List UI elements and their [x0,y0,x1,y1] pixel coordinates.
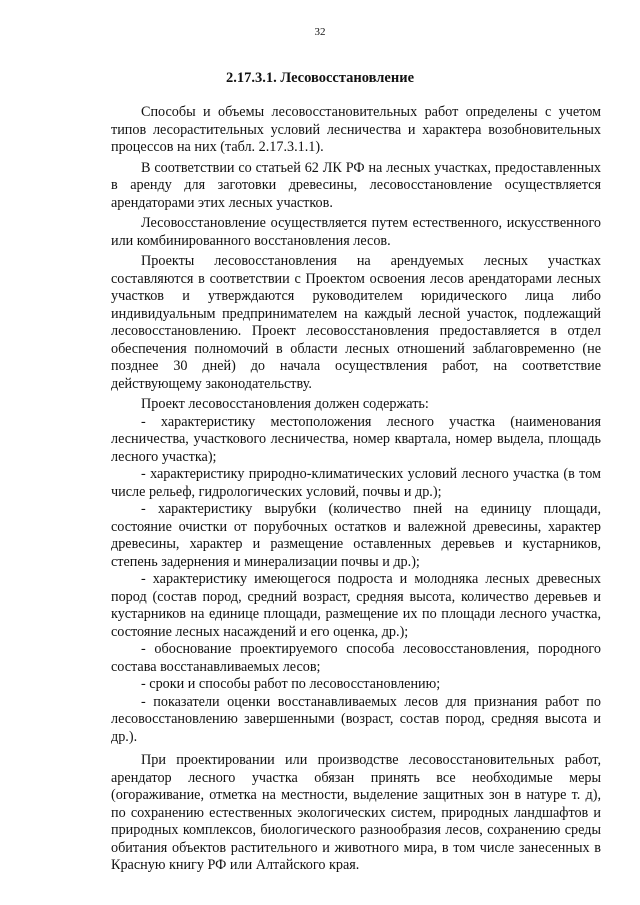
list-item-location: - характеристику местоположения лесного участка (наименования лесничества, участкового лесничества, номер квартала, номер выдела, площадь лесного участка); [111,413,601,465]
list-item-timing: - сроки и способы работ по лесовосстановлению; [141,676,441,692]
paragraph-lease-article-62: В соответствии со статьей 62 ЛК РФ на лесных участках, предоставленных в аренду для заготовки древесины, лесовосстановление осуществляется арендаторами этих лесных участков. [111,159,601,211]
list-item-method-justification: - обоснование проектируемого способа лесовосстановления, породного состава восстанавливаемых лесов; [111,641,601,675]
paragraph-restoration-methods: Способы и объемы лесовосстановительных работ определены с учетом типов лесорастительных условий лесничества и характера возобновительных процессов на них (табл. 2.17.3.1.1). [111,104,601,155]
section-heading: 2.17.3.1. Лесовосстановление [225,70,415,86]
paragraph-project-contents-intro: Проект лесовосстановления должен содержать: [141,396,429,412]
page-number: 32 [314,26,326,38]
paragraph-restoration-projects: Проекты лесовосстановления на арендуемых лесных участках составляются в соответствии с Проектом освоения лесов арендаторами лесных участков и утверждаются руководителем юридического лица либо индивидуальным предпринимателем на каждый лесной участок, подлежащий лесовосстановлению. Проект лесовосстановления предоставляется в отдел обеспечения полномочий в области лесных отношений заблаговременно (не позднее 30 дней) до начала осуществления работ, на соответствие действующему законодательству. [111,253,601,392]
list-item-climate: - характеристику природно-климатических условий лесного участка (в том числе рельеф, гидрологических условий, почвы и др.); [111,466,601,500]
paragraph-tenant-obligations: При проектировании или производстве лесовосстановительных работ, арендатор лесного участка обязан принять все необходимые меры (огораживание, отметка на местности, выделение защитных зон в натуре т. д), по сохранению естественных экологических систем, природных ландшафтов и природных комплексов, биологического разнообразия лесов, сохранению среды обитания объектов растительного и животного мира, в том числе занесенных в Красную книгу РФ или Алтайского края. [111,752,601,873]
list-item-evaluation: - показатели оценки восстанавливаемых лесов для признания работ по лесовосстановлению завершенными (возраст, состав пород, средняя высота и др.). [111,693,601,745]
list-item-cutting-area: - характеристику вырубки (количество пней на единицу площади, состояние очистки от порубочных остатков и валежной древесины, характер древесины, характер и размещение оставленных деревьев и кустарников, степень задернения и минерализации почвы и др.); [111,501,601,570]
paragraph-restoration-types: Лесовосстановление осуществляется путем естественного, искусственного или комбинированного восстановления лесов. [111,215,601,249]
body-text [111,104,601,875]
list-item-undergrowth: - характеристику имеющегося подроста и молодняка лесных древесных пород (состав пород, средний возраст, средняя высота, количество деревьев и кустарников на единице площади, размещение их по площади лесного участка, состояние лесных насаждений и его оценка, др.); [111,571,601,640]
